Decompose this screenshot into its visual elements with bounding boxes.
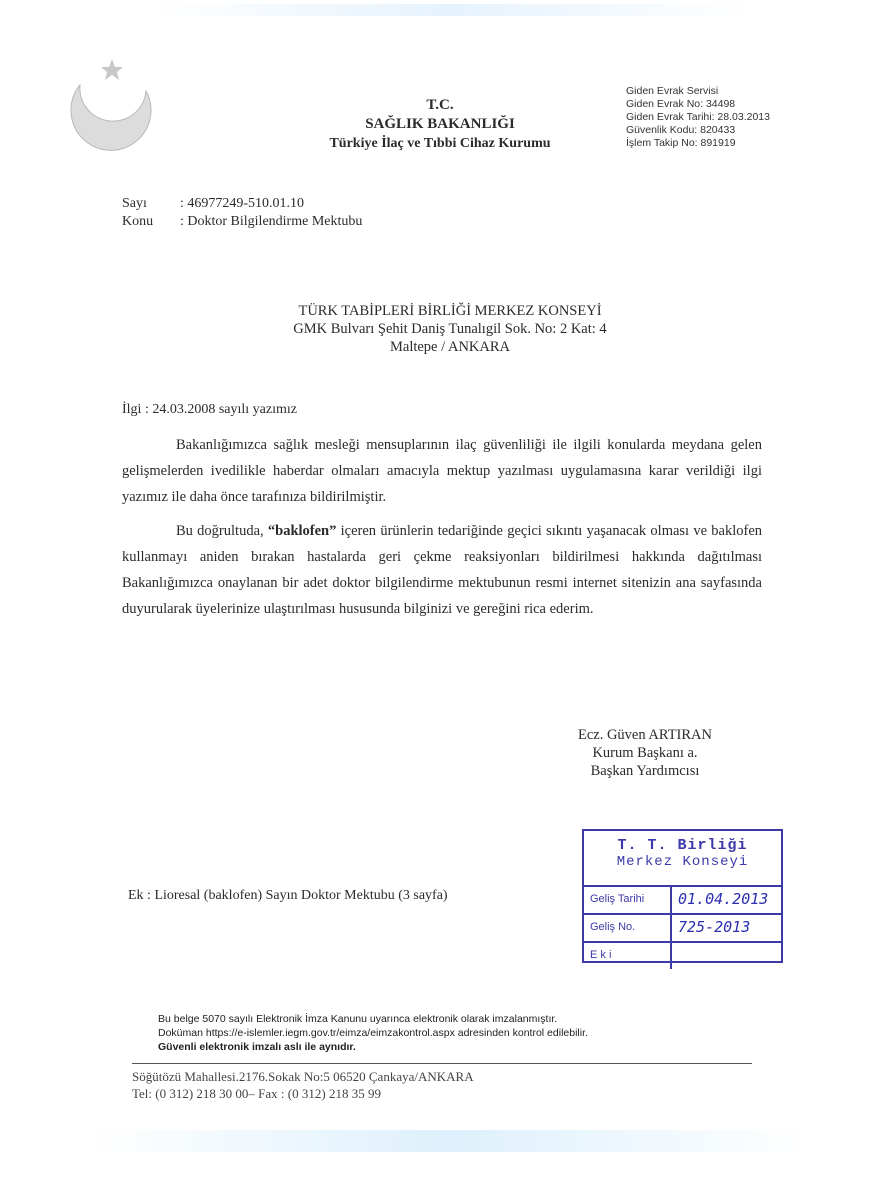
footer-address: Söğütözü Mahallesi.2176.Sokak No:5 06520 Çankaya/ANKARA	[132, 1069, 474, 1084]
body-p2-end: içeren ürünlerin tedariğinde geçici sıkıntı yaşanacak olması ve baklofen kullanmayı aniden bırakan hastalarda geri çekme reaksiyonları bildirilmesi hakkında dağıtılması Bakanlığımızca onaylanan bir adet doktor bilgilendirme mektubunun resmi internet sitenizin ana sayfasında duyurularak üyelerinize ulaştırılması hususunda bilginizi ve gereğini rica ederim.	[122, 523, 763, 617]
esign-line-2: Doküman https://e-islemler.iegm.gov.tr/eimza/eimzakontrol.aspx adresinden kontrol edilebilir.	[158, 1027, 588, 1039]
konu-row	[122, 213, 362, 231]
addressee-block	[200, 302, 700, 356]
stamp-no-value: 725-2013	[678, 918, 751, 936]
e-signature-notice	[158, 1012, 588, 1054]
letterhead-line-3: Türkiye İlaç ve Tıbbi Cihaz Kurumu	[329, 136, 551, 151]
footer	[132, 1068, 474, 1102]
crescent-star-logo	[68, 55, 158, 155]
stamp-title-1: T. T. Birliği	[617, 837, 748, 854]
footer-phone: Tel: (0 312) 218 30 00– Fax : (0 312) 218 35 99	[132, 1086, 381, 1101]
security-code: Güvenlik Kodu: 820433	[626, 124, 736, 136]
sayi-value: : 46977249-510.01.10	[180, 196, 305, 211]
attachment-line: Ek : Lioresal (baklofen) Sayın Doktor Mektubu (3 sayfa)	[128, 888, 448, 903]
signature-block	[540, 726, 750, 780]
body-paragraph-2	[122, 518, 762, 622]
body-p2-bold: “baklofen”	[267, 523, 337, 539]
sayi-label: Sayı	[122, 196, 147, 211]
body-p2-start: Bu doğrultuda,	[176, 523, 268, 539]
stamp-no-row	[584, 915, 781, 943]
stamp-title-2: Merkez Konseyi	[616, 854, 749, 870]
esign-line-1: Bu belge 5070 sayılı Elektronik İmza Kanunu uyarınca elektronik olarak imzalanmıştır.	[158, 1013, 558, 1025]
outgoing-date: Giden Evrak Tarihi: 28.03.2013	[626, 111, 770, 123]
received-stamp	[582, 829, 783, 963]
scan-haze-bottom	[90, 1130, 810, 1152]
stamp-date-row	[584, 887, 781, 915]
esign-line-3: Güvenli elektronik imzalı aslı ile aynıdır.	[158, 1041, 356, 1053]
letter-body	[122, 432, 762, 630]
footer-divider	[132, 1063, 752, 1064]
stamp-header	[584, 837, 781, 887]
stamp-ek-row	[584, 943, 781, 969]
scan-haze-top	[150, 4, 750, 16]
addressee-line-2: GMK Bulvarı Şehit Daniş Tunalıgil Sok. No: 2 Kat: 4	[293, 321, 607, 337]
sayi-row	[122, 195, 362, 213]
konu-label: Konu	[122, 214, 154, 229]
reference-block	[122, 195, 362, 231]
letterhead-line-2: SAĞLIK BAKANLIĞI	[365, 116, 515, 132]
signer-title-2: Başkan Yardımcısı	[590, 763, 700, 779]
ilgi-line: İlgi : 24.03.2008 sayılı yazımız	[122, 402, 297, 417]
outgoing-info	[626, 85, 770, 150]
signer-name: Ecz. Güven ARTIRAN	[577, 727, 713, 743]
signer-title-1: Kurum Başkanı a.	[592, 745, 698, 761]
stamp-date-label: Geliş Tarihi	[584, 887, 672, 913]
body-paragraph-1: Bakanlığımızca sağlık mesleği mensuplarının ilaç güvenliliği ile ilgili konularda meydana gelen gelişmelerden ivedilikle haberdar olmaları amacıyla mektup yazılması uygulamasına karar verildiği ilgi yazımız ile daha önce tarafınıza bildirilmiştir.	[122, 437, 762, 505]
tracking-number: İşlem Takip No: 891919	[626, 137, 736, 149]
outgoing-service: Giden Evrak Servisi	[626, 85, 719, 97]
konu-value: : Doktor Bilgilendirme Mektubu	[180, 214, 363, 229]
stamp-ek-value	[672, 943, 781, 969]
outgoing-number: Giden Evrak No: 34498	[626, 98, 736, 110]
stamp-ek-label: E k i	[584, 943, 672, 969]
addressee-line-1: TÜRK TABİPLERİ BİRLİĞİ MERKEZ KONSEYİ	[298, 303, 602, 319]
letterhead	[300, 96, 580, 153]
stamp-date-value: 01.04.2013	[678, 890, 769, 908]
addressee-line-3: Maltepe / ANKARA	[389, 339, 510, 355]
stamp-no-label: Geliş No.	[584, 915, 672, 941]
letterhead-line-1: T.C.	[426, 97, 454, 113]
